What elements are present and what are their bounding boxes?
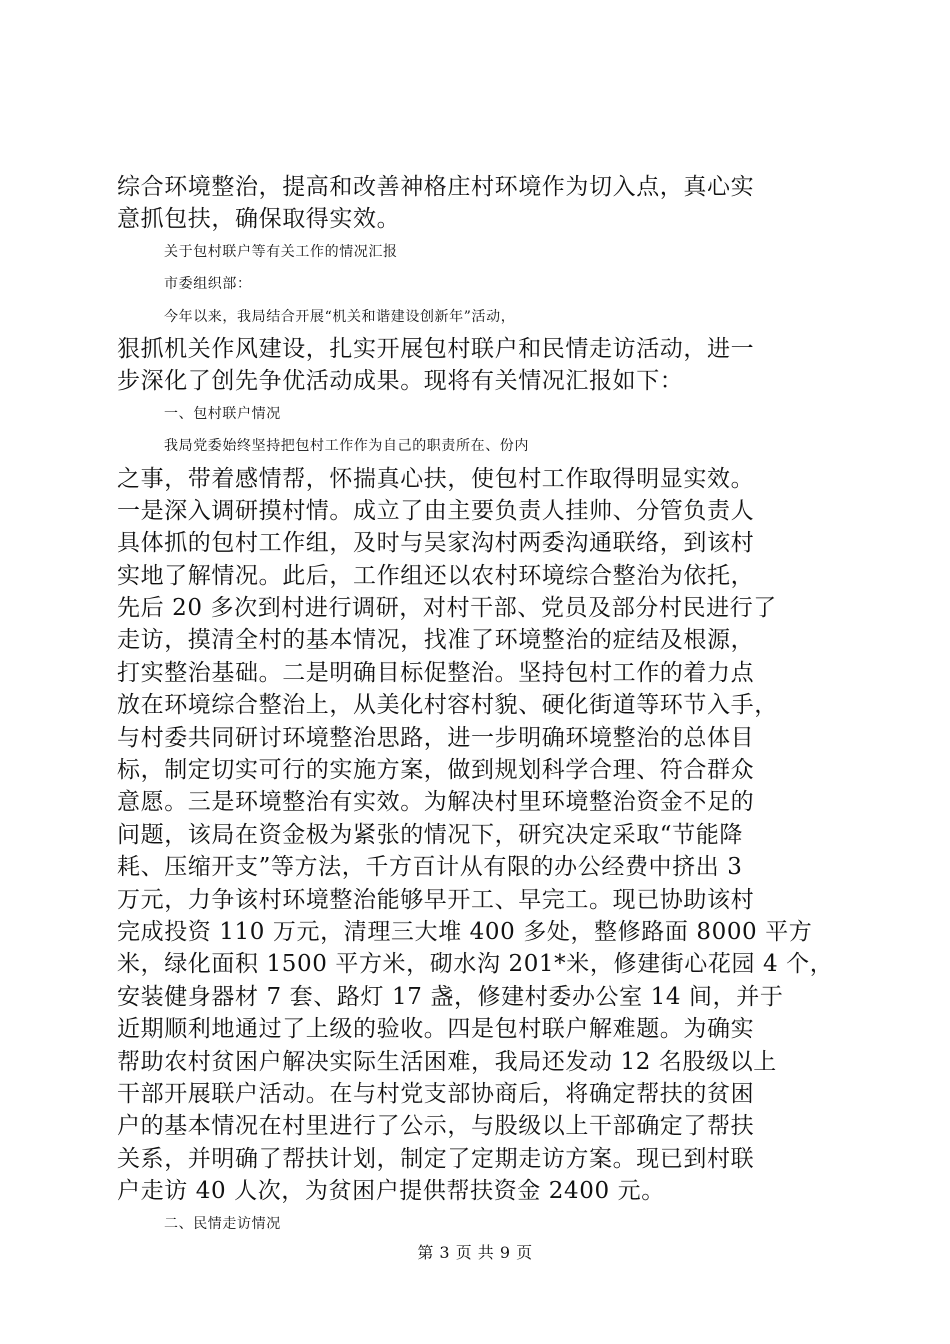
text-line: 先后 20 多次到村进行调研，对村干部、党员及部分村民进行了 xyxy=(117,595,777,622)
text-line: 耗、压缩开支”等方法，千方百计从有限的办公经费中挤出 3 xyxy=(117,854,743,881)
text-line: 打实整治基础。二是明确目标促整治。坚持包村工作的着力点 xyxy=(117,659,755,686)
text-line: 问题，该局在资金极为紧张的情况下，研究决定采取“节能降 xyxy=(117,821,743,848)
text-line: 意愿。三是环境整治有实效。为解决村里环境整治资金不足的 xyxy=(117,789,755,816)
text-line: 帮助农村贫困户解决实际生活困难，我局还发动 12 名股级以上 xyxy=(117,1048,777,1075)
text-line: 步深化了创先争优活动成果。现将有关情况汇报如下： xyxy=(117,368,684,395)
text-line: 与村委共同研讨环境整治思路，进一步明确环境整治的总体目 xyxy=(117,724,755,751)
text-line: 实地了解情况。此后，工作组还以农村环境综合整治为依托， xyxy=(117,562,755,589)
text-line: 意抓包扶，确保取得实效。 xyxy=(117,206,401,233)
text-line: 户走访 40 人次，为贫困户提供帮扶资金 2400 元。 xyxy=(117,1178,665,1205)
report-title: 关于包村联户等有关工作的情况汇报 xyxy=(164,243,398,260)
text-line: 综合环境整治，提高和改善神格庄村环境作为切入点，真心实 xyxy=(117,174,755,200)
section-heading: 一、包村联户情况 xyxy=(164,405,281,422)
text-line: 放在环境综合整治上，从美化村容村貌、硬化街道等环节入手， xyxy=(117,692,778,719)
text-line: 安装健身器材 7 套、路灯 17 盏，修建村委办公室 14 间，并于 xyxy=(117,983,784,1010)
text-line: 今年以来，我局结合开展“机关和谐建设创新年”活动， xyxy=(164,308,516,325)
text-line: 干部开展联户活动。在与村党支部协商后，将确定帮扶的贫困 xyxy=(117,1080,755,1107)
text-line: 具体抓的包村工作组，及时与吴家沟村两委沟通联络，到该村 xyxy=(117,530,755,557)
document-body xyxy=(117,171,837,1240)
text-line: 我局党委始终坚持把包村工作作为自己的职责所在、份内 xyxy=(164,438,529,455)
text-line: 万元，力争该村环境整治能够早开工、早完工。现已协助该村 xyxy=(117,886,755,913)
text-line: 标，制定切实可行的实施方案，做到规划科学合理、符合群众 xyxy=(117,757,755,784)
text-line: 之事，带着感情帮，怀揣真心扶，使包村工作取得明显实效。 xyxy=(117,465,755,492)
addressee: 市委组织部： xyxy=(164,276,252,293)
text-line: 完成投资 110 万元，清理三大堆 400 多处，整修路面 8000 平方 xyxy=(117,918,813,945)
text-line: 户的基本情况在村里进行了公示，与股级以上干部确定了帮扶 xyxy=(117,1113,755,1140)
text-line: 走访，摸清全村的基本情况，找准了环境整治的症结及根源， xyxy=(117,627,755,654)
text-line: 米，绿化面积 1500 平方米，砌水沟 201*米，修建街心花园 4 个， xyxy=(117,951,834,978)
text-line: 一是深入调研摸村情。成立了由主要负责人挂帅、分管负责人 xyxy=(117,497,755,524)
text-line: 狠抓机关作风建设，扎实开展包村联户和民情走访活动，进一 xyxy=(117,335,755,362)
page-footer: 第 3 页 共 9 页 xyxy=(417,1243,533,1262)
text-line: 关系，并明确了帮扶计划，制定了定期走访方案。现已到村联 xyxy=(117,1145,755,1172)
section-heading: 二、民情走访情况 xyxy=(164,1215,281,1232)
text-line: 近期顺利地通过了上级的验收。四是包村联户解难题。为确实 xyxy=(117,1016,755,1043)
